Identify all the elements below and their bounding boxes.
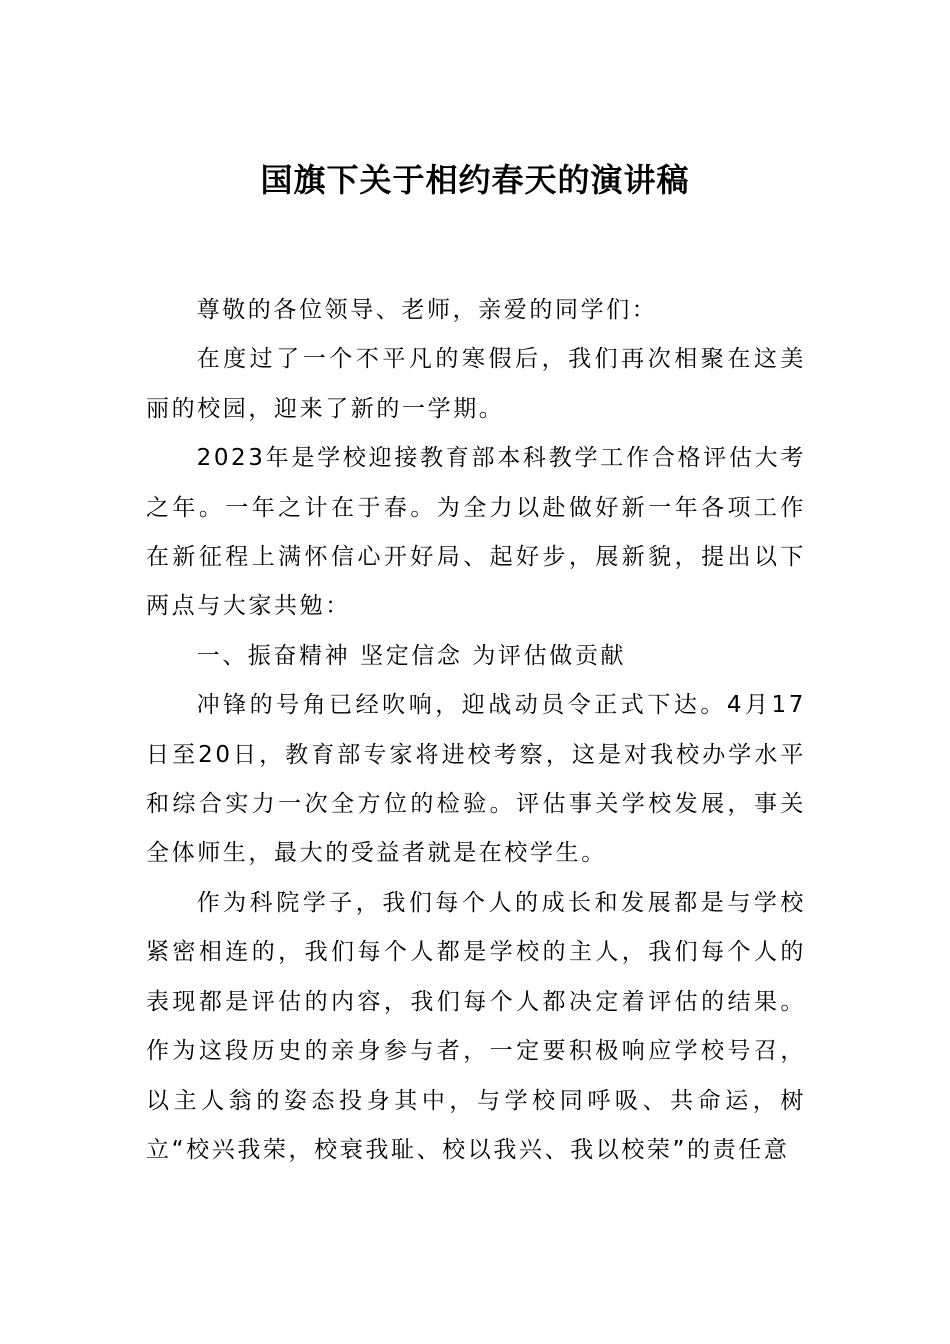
document-title: 国旗下关于相约春天的演讲稿 [260, 161, 690, 199]
document-body [146, 286, 806, 1175]
paragraph: 作为科院学子，我们每个人的成长和发展都是与学校紧密相连的，我们每个人都是学校的主人，我们每个人的表现都是评估的内容，我们每个人都决定着评估的结果。作为这段历史的亲身参与者，一定要积极响应学校号召，以主人翁的姿态投身其中，与学校同呼吸、共命运，树立“校兴我荣，校衰我耻、校以我兴、我以校荣”的责任意 [146, 889, 806, 1163]
paragraph: 在度过了一个不平凡的寒假后，我们再次相聚在这美丽的校园，迎来了新的一学期。 [146, 346, 806, 422]
paragraph: 2023年是学校迎接教育部本科教学工作合格评估大考之年。一年之计在于春。为全力以赴做好新一年各项工作在新征程上满怀信心开好局、起好步，展新貌，提出以下两点与大家共勉： [146, 445, 806, 620]
section-heading: 一、振奋精神 坚定信念 为评估做贡献 [196, 642, 627, 669]
paragraph-salutation: 尊敬的各位领导、老师，亲爱的同学们： [196, 297, 658, 323]
paragraph: 冲锋的号角已经吹响，迎战动员令正式下达。4月17日至20日，教育部专家将进校考察，这是对我校办学水平和综合实力一次全方位的检验。评估事关学校发展，事关全体师生，最大的受益者就是在校学生。 [146, 692, 806, 867]
